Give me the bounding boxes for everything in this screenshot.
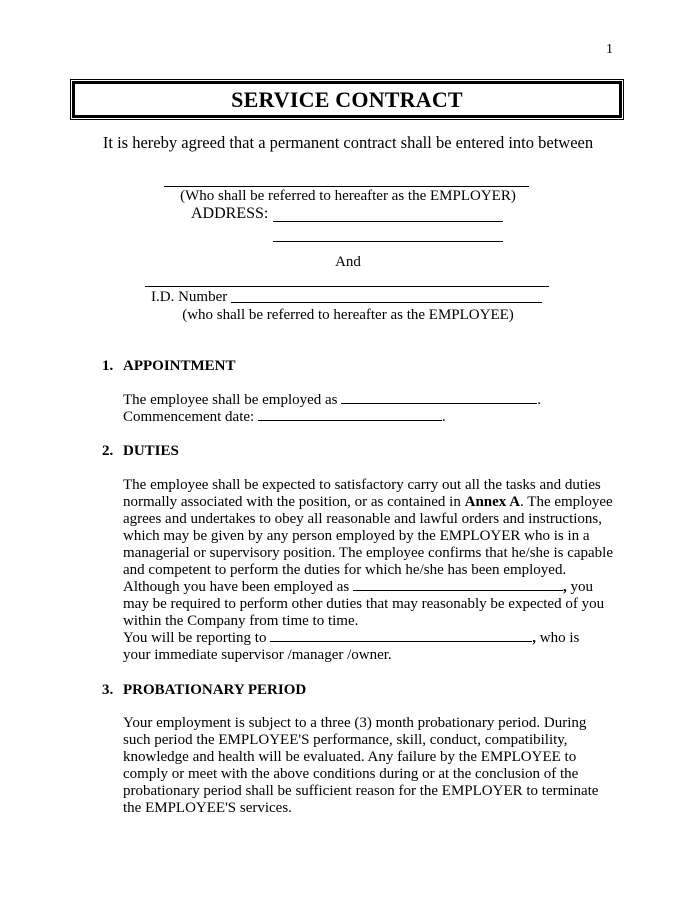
address-blank-1[interactable] — [273, 221, 503, 222]
employed-as-end: . — [537, 392, 542, 408]
duties-line-10 — [123, 630, 579, 647]
intro-text: It is hereby agreed that a permanent contract shall be entered into between — [102, 133, 594, 152]
duties-line-4: which may be given by any person employed by the EMPLOYER who is in a — [123, 528, 590, 544]
employer-note: (Who shall be referred to hereafter as the EMPLOYER) — [180, 188, 516, 204]
probation-line-3: knowledge and health will be evaluated. Any failure by the EMPLOYEE to — [123, 749, 577, 765]
reporting-to-blank[interactable] — [270, 630, 532, 642]
probation-line-4: comply or meet with the above conditions during or at the conclusion of the — [123, 766, 579, 782]
id-number-label: I.D. Number — [151, 289, 228, 305]
probation-line-2: such period the EMPLOYEE'S performance, skill, conduct, compatibility, — [123, 732, 568, 748]
employed-position-blank[interactable] — [353, 579, 563, 591]
duties-line-1: The employee shall be expected to satisfactory carry out all the tasks and duties — [123, 477, 601, 493]
duties-line-2 — [123, 494, 613, 511]
duties-line-3: agrees and undertakes to obey all reasonable and lawful orders and instructions, — [123, 511, 603, 527]
document-title: SERVICE CONTRACT — [231, 86, 463, 112]
duties-line-7 — [123, 579, 593, 596]
duties-line-5: managerial or supervisory position. The employee confirms that he/she is capable — [123, 545, 613, 561]
commencement-text: Commencement date: — [123, 409, 255, 425]
employed-as-text: The employee shall be employed as — [123, 392, 338, 408]
section-2-number: 2. — [102, 443, 114, 459]
duties-line-11: your immediate supervisor /manager /owner. — [123, 647, 392, 663]
employee-note: (who shall be referred to hereafter as the EMPLOYEE) — [182, 307, 514, 323]
duties-line-7c: you — [566, 579, 593, 595]
probation-line-1: Your employment is subject to a three (3) month probationary period. During — [123, 715, 587, 731]
employer-name-blank[interactable] — [164, 186, 529, 187]
position-blank[interactable] — [341, 392, 537, 404]
section-3-title: PROBATIONARY PERIOD — [123, 682, 307, 698]
address-label: ADDRESS: — [191, 205, 269, 222]
duties-line-2c: . The employee — [520, 494, 613, 510]
title-box — [72, 81, 622, 118]
annex-a-reference: Annex A — [464, 494, 521, 510]
section-1-number: 1. — [102, 358, 114, 374]
duties-line-10a: You will be reporting to — [123, 630, 267, 646]
duties-line-7b: , — [562, 579, 567, 595]
and-text: And — [335, 254, 361, 270]
employed-as-line — [123, 392, 541, 409]
section-2-title: DUTIES — [123, 443, 179, 459]
probation-line-5: probationary period shall be sufficient reason for the EMPLOYER to terminate — [123, 783, 599, 799]
section-3-number: 3. — [102, 682, 114, 698]
duties-line-10b: , — [532, 630, 536, 646]
commencement-end: . — [441, 409, 446, 425]
id-number-blank[interactable] — [231, 302, 542, 303]
page-number: 1 — [606, 42, 613, 57]
commencement-line — [123, 409, 446, 426]
probation-line-6: the EMPLOYEE'S services. — [123, 800, 292, 816]
duties-line-8: may be required to perform other duties that may reasonably be expected of you — [123, 596, 605, 612]
address-blank-2[interactable] — [273, 241, 503, 242]
duties-line-9: within the Company from time to time. — [123, 613, 359, 629]
commencement-date-blank[interactable] — [258, 409, 442, 421]
duties-line-6: and competent to perform the duties for which he/she has been employed. — [123, 562, 567, 578]
employee-name-blank[interactable] — [145, 286, 549, 287]
duties-line-7a: Although you have been employed as — [123, 579, 350, 595]
section-1-title: APPOINTMENT — [123, 358, 236, 374]
duties-line-2a: normally associated with the position, or as contained in — [123, 494, 461, 510]
duties-line-10c: who is — [535, 630, 580, 646]
